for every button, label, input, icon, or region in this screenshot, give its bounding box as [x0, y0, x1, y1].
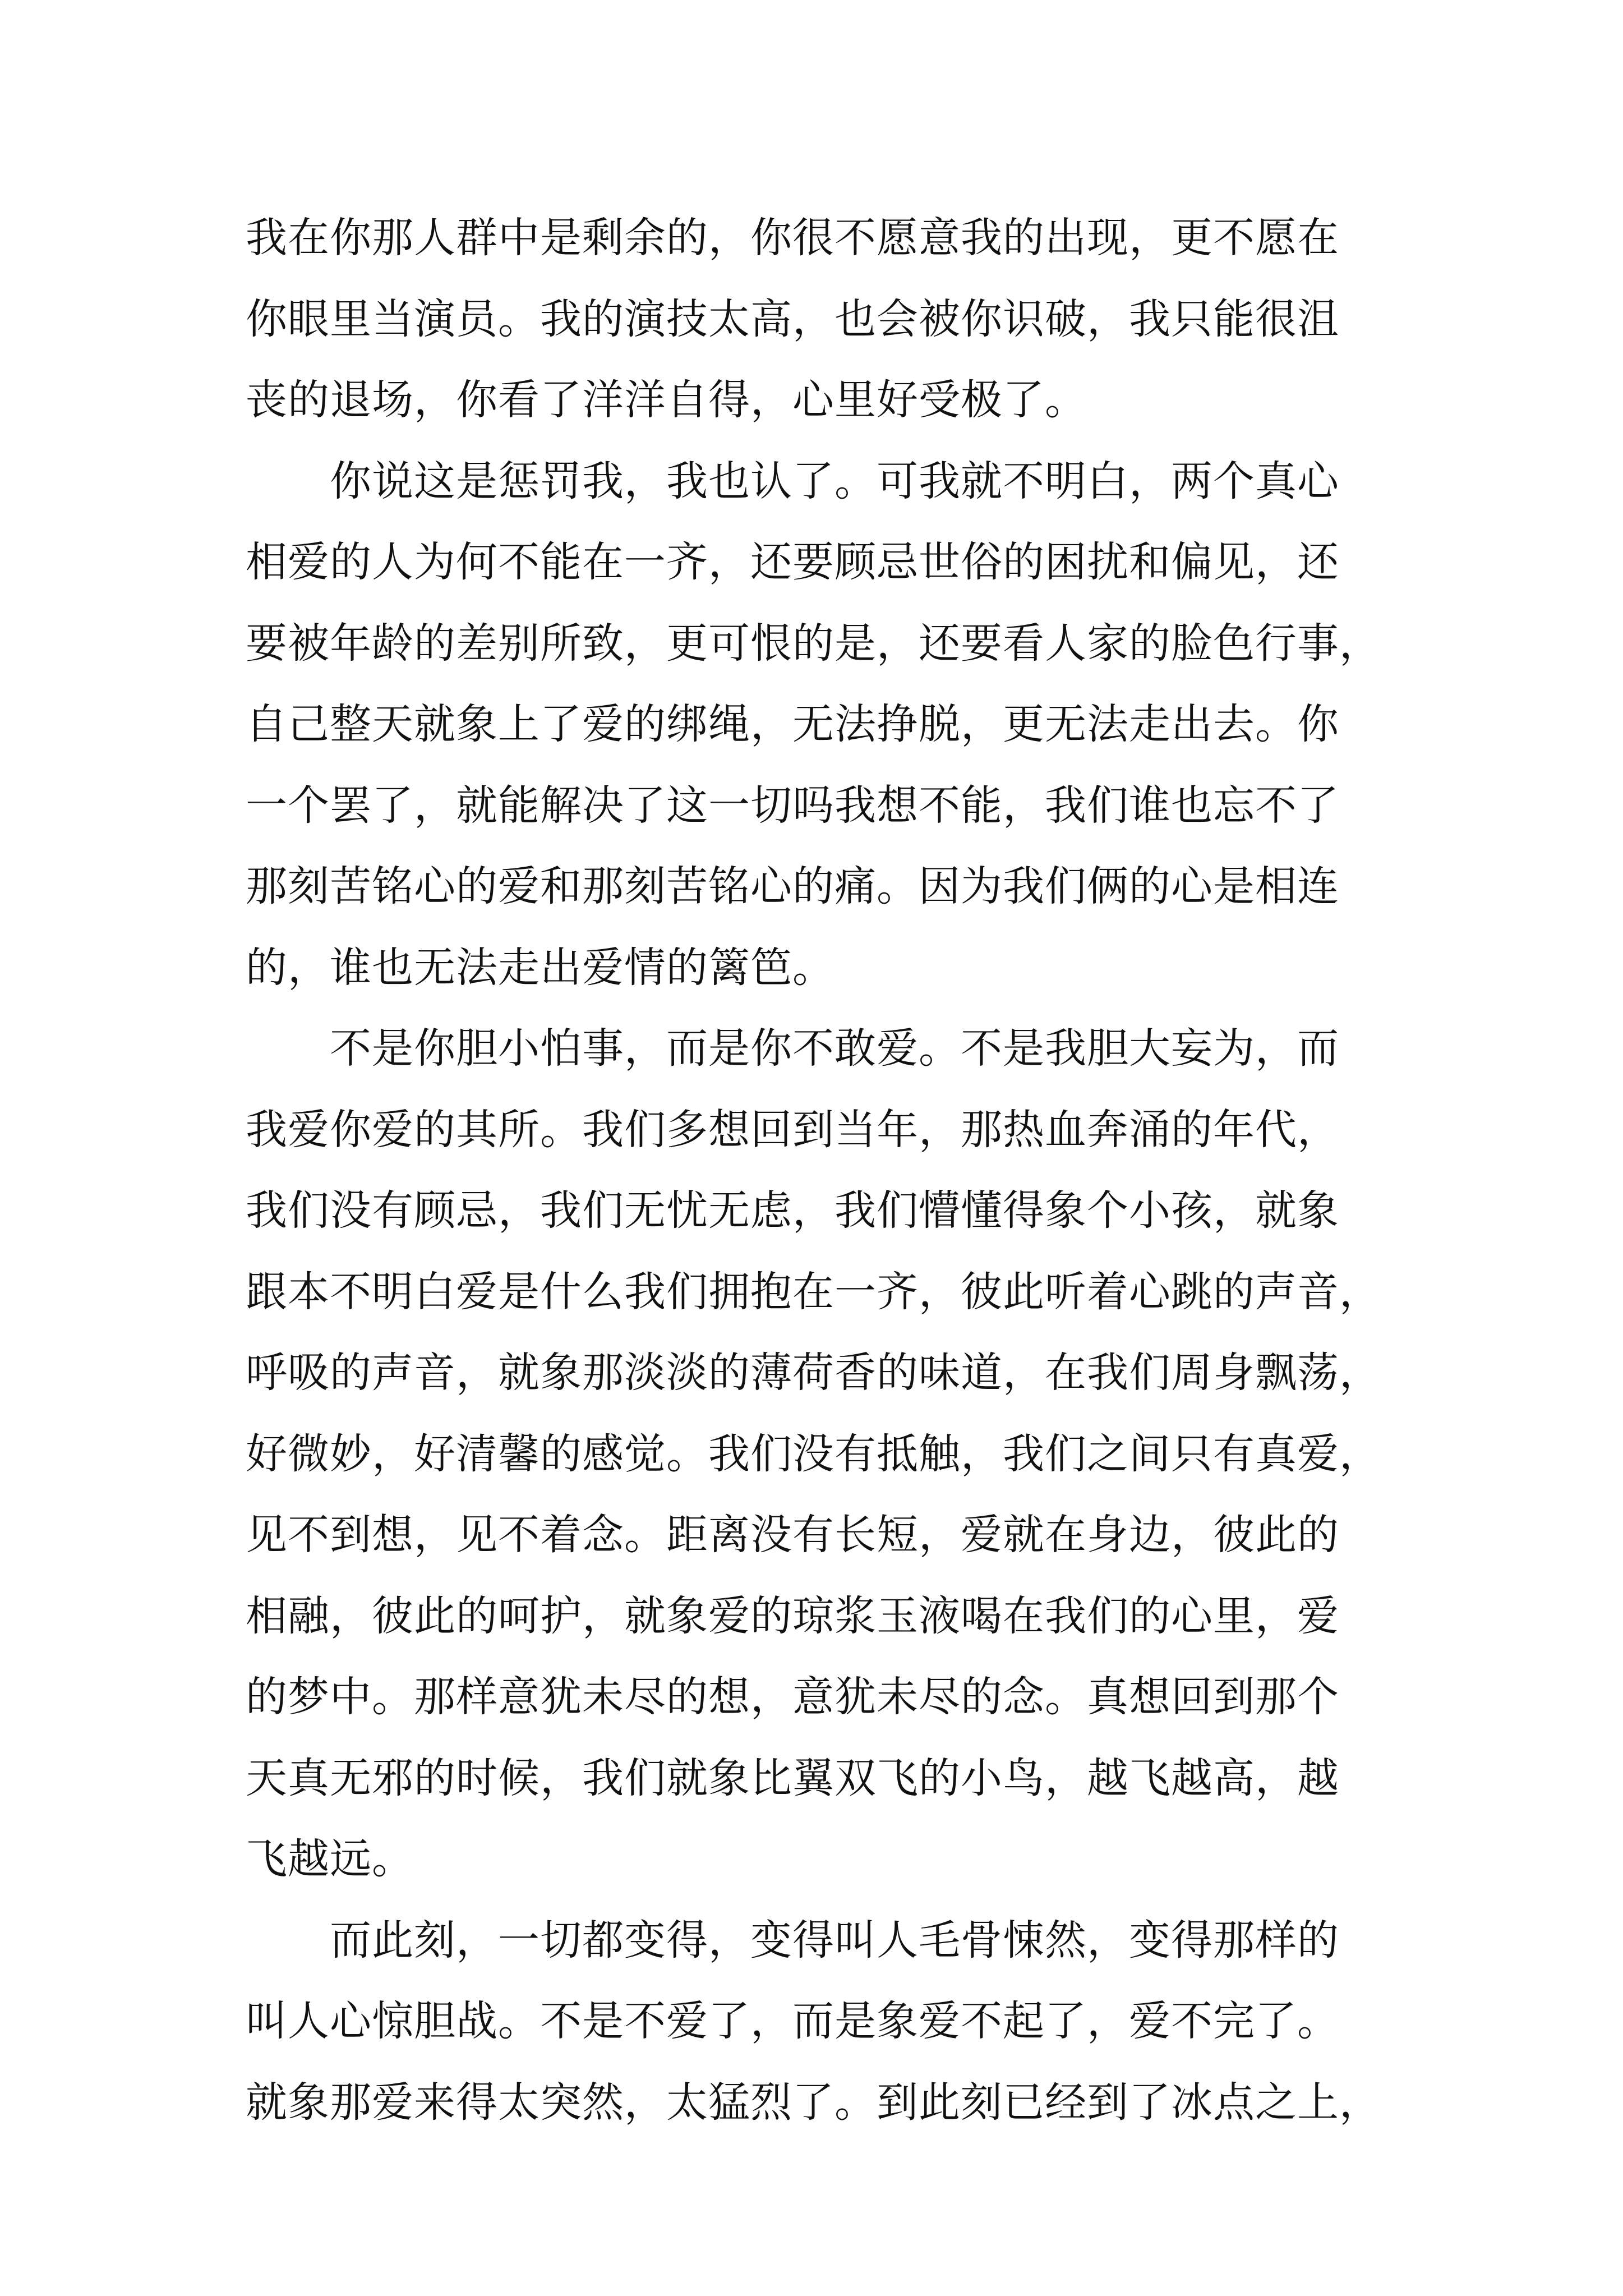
document-body-text [246, 197, 1395, 2143]
text-line: 好微妙，好清馨的感觉。我们没有抵触，我们之间只有真爱， [246, 1429, 1381, 1478]
text-line: 我爱你爱的其所。我们多想回到当年，那热血奔涌的年代， [246, 1105, 1339, 1154]
text-line: 要被年龄的差别所致，更可恨的是，还要看人家的脸色行事， [246, 619, 1381, 668]
text-line: 你眼里当演员。我的演技太高，也会被你识破，我只能很沮 [246, 295, 1339, 343]
text-line: 天真无邪的时候，我们就象比翼双飞的小鸟，越飞越高，越 [246, 1754, 1339, 1802]
text-line: 见不到想，见不着念。距离没有长短，爱就在身边，彼此的 [246, 1511, 1339, 1559]
text-line: 我们没有顾忌，我们无忧无虑，我们懵懂得象个小孩，就象 [246, 1186, 1339, 1235]
text-line: 我在你那人群中是剩余的，你很不愿意我的出现，更不愿在 [246, 214, 1339, 262]
text-line: 丧的退场，你看了洋洋自得，心里好受极了。 [246, 376, 1087, 424]
text-line: 呼吸的声音，就象那淡淡的薄荷香的味道，在我们周身飘荡， [246, 1349, 1381, 1397]
text-line: 叫人心惊胆战。不是不爱了，而是象爱不起了，爱不完了。 [246, 1997, 1339, 2045]
text-line: 的梦中。那样意犹未尽的想，意犹未尽的念。真想回到那个 [246, 1673, 1339, 1721]
text-line: 自己整天就象上了爱的绑绳，无法挣脱，更无法走出去。你 [246, 700, 1339, 748]
text-line: 相融，彼此的呵护，就象爱的琼浆玉液喝在我们的心里，爱 [246, 1591, 1339, 1640]
text-line: 相爱的人为何不能在一齐，还要顾忌世俗的困扰和偏见，还 [246, 538, 1339, 586]
text-line: 那刻苦铭心的爱和那刻苦铭心的痛。因为我们俩的心是相连 [246, 862, 1339, 910]
text-line: 而此刻，一切都变得，变得叫人毛骨悚然，变得那样的 [246, 1916, 1339, 1964]
text-line: 就象那爱来得太突然，太猛烈了。到此刻已经到了冰点之上， [246, 2078, 1381, 2127]
text-line: 跟本不明白爱是什么我们拥抱在一齐，彼此听着心跳的声音， [246, 1267, 1381, 1316]
text-line: 飞越远。 [246, 1835, 414, 1883]
text-line: 你说这是惩罚我，我也认了。可我就不明白，两个真心 [246, 457, 1339, 505]
text-line: 一个罢了，就能解决了这一切吗我想不能，我们谁也忘不了 [246, 781, 1339, 830]
text-line: 不是你胆小怕事，而是你不敢爱。不是我胆大妄为，而 [246, 1024, 1339, 1073]
text-line: 的，谁也无法走出爱情的篱笆。 [246, 943, 834, 992]
